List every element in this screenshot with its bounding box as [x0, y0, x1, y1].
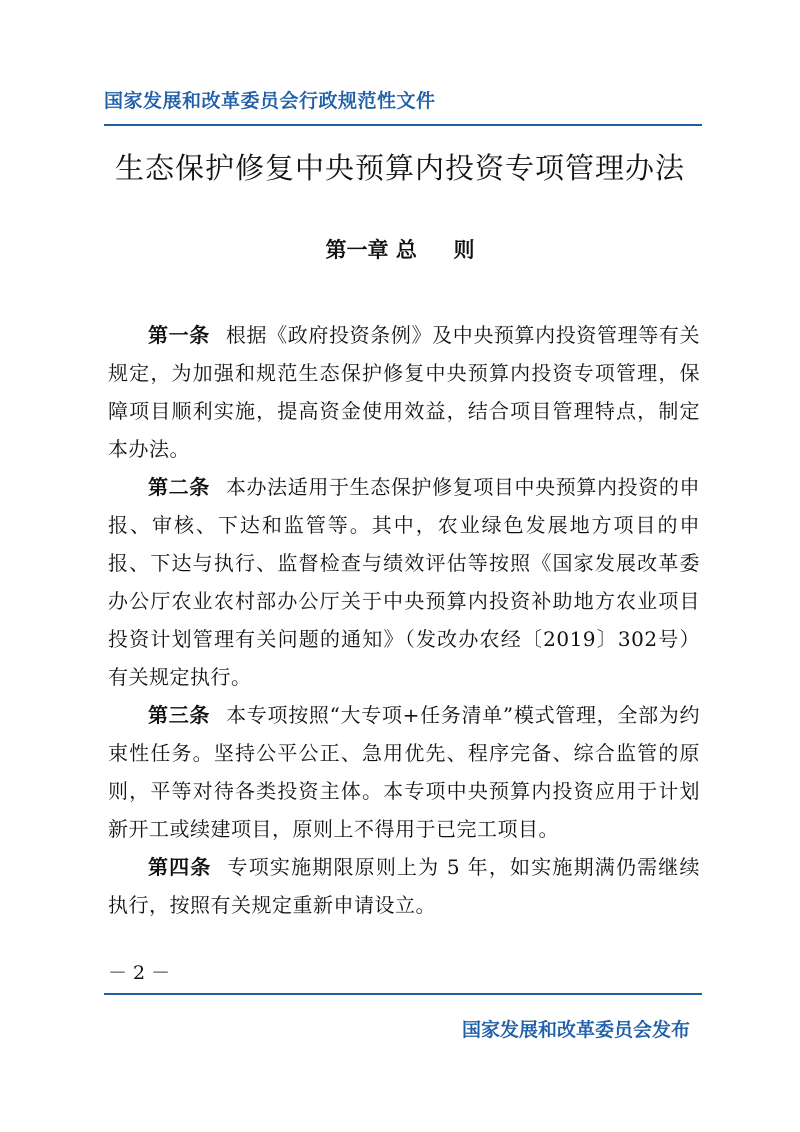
- chapter-heading: [0, 234, 800, 264]
- chapter-number: 第一章: [325, 238, 389, 262]
- article-2: [108, 468, 700, 696]
- footer-publisher: 国家发展和改革委员会发布: [461, 1019, 690, 1041]
- article-text: 本办法适用于生态保护修复项目中央预算内投资的申报、审核、下达和监管等。其中，农业绿色发展地方项目的申报、下达与执行、监督检查与绩效评估等按照《国家发展改革委办公厅农业农村部办公厅关于中央预算内投资补助地方农业项目投资计划管理有关问题的通知》（发改办农经〔2019〕302号）有关规定执行。: [108, 475, 701, 689]
- document-title: 生态保护修复中央预算内投资专项管理办法: [114, 151, 685, 185]
- article-label: 第一条: [148, 323, 210, 347]
- header-title: 国家发展和改革委员会行政规范性文件: [104, 90, 436, 112]
- article-text: 本专项按照“大专项+任务清单”模式管理，全部为约束性任务。坚持公平公正、急用优先、程序完备、综合监管的原则，平等对待各类投资主体。本专项中央预算内投资应用于计划新开工或续建项目，原则上不得用于已完工项目。: [108, 703, 700, 841]
- header-rule: [104, 124, 702, 126]
- article-text: 根据《政府投资条例》及中央预算内投资管理等有关规定，为加强和规范生态保护修复中央预算内投资专项管理，保障项目顺利实施，提高资金使用效益，结合项目管理特点，制定本办法。: [108, 323, 701, 461]
- article-label: 第二条: [148, 475, 210, 499]
- article-label: 第三条: [148, 703, 211, 727]
- document-body: [108, 316, 700, 924]
- chapter-name-part1: 总: [395, 238, 417, 262]
- article-label: 第四条: [148, 855, 212, 879]
- article-4: [108, 848, 700, 924]
- footer-rule: [104, 993, 702, 995]
- article-3: [108, 696, 700, 848]
- page-number: － 2 －: [108, 962, 171, 984]
- article-text: 专项实施期限原则上为 5 年，如实施期满仍需继续执行，按照有关规定重新申请设立。: [108, 855, 700, 917]
- chapter-name-part2: 则: [453, 238, 475, 262]
- article-1: [108, 316, 700, 468]
